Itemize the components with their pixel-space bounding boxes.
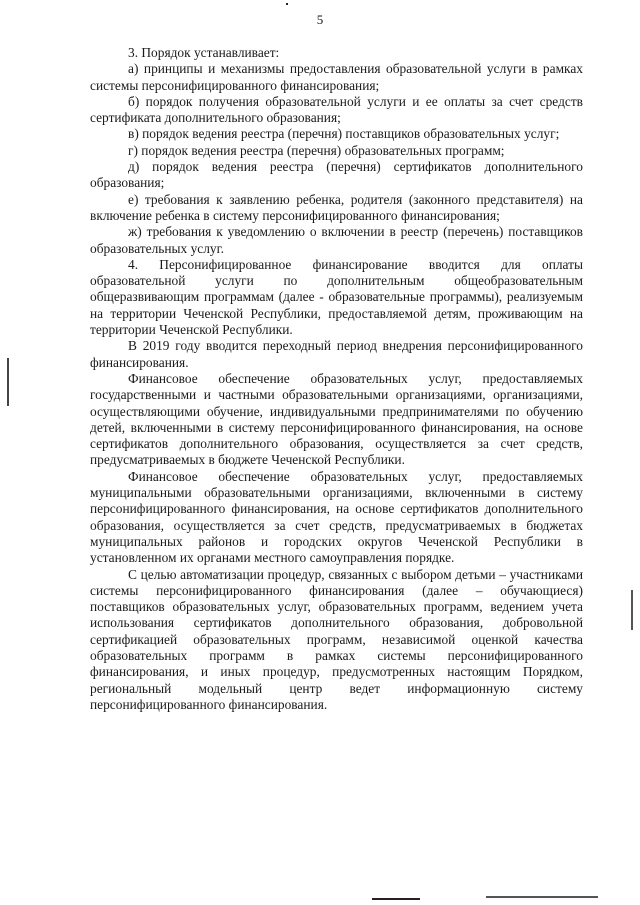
scan-artifact-top (286, 3, 288, 5)
list-item-zh: ж) требования к уведомлению о включении в реестр (перечень) поставщиков образовательных услуг. (90, 224, 583, 256)
paragraph-transition-period: В 2019 году вводится переходный период внедрения персонифицированного финансирования. (90, 338, 583, 370)
scan-artifact-bottom (372, 898, 420, 900)
list-item-a: а) принципы и механизмы предоставления образовательной услуги в рамках системы персонифицированного финансирования; (90, 61, 583, 93)
document-body (90, 45, 583, 713)
page-number: 5 (316, 12, 324, 27)
list-item-d: д) порядок ведения реестра (перечня) сертификатов дополнительного образования; (90, 159, 583, 191)
paragraph-municipal-funding: Финансовое обеспечение образовательных услуг, предоставляемых муниципальными образовательными организациями, включенными в систему персонифицированного финансирования, на основе сертификатов дополнительного образования, осуществляется за счет средств, предусматриваемых в бюджетах муниципальных районов и городских округов Чеченской Республики в установленном их органами местного самоуправления порядке. (90, 468, 583, 566)
paragraph-automation: С целью автоматизации процедур, связанных с выбором детьми – участниками системы персонифицированного финансирования (далее – обучающиеся) поставщиков образовательных услуг, образовательных программ, ведением учета использования сертификатов дополнительного образования, добровольной сертификацией образовательных программ, независимой оценкой качества образовательных программ в рамках системы персонифицированного финансирования, и иных процедур, предусмотренных настоящим Порядком, региональный модельный центр ведет информационную систему персонифицированного финансирования. (90, 566, 583, 712)
list-item-e: е) требования к заявлению ребенка, родителя (законного представителя) на включение ребенка в систему персонифицированного финансирования; (90, 191, 583, 223)
scan-artifact-right (631, 590, 633, 630)
paragraph-state-funding: Финансовое обеспечение образовательных услуг, предоставляемых государственными и частными образовательными организациями, организациями, осуществляющими обучение, индивидуальными предпринимателями по обучению детей, включенными в систему персонифицированного финансирования, на основе сертификатов дополнительного образования, осуществляется за счет средств, предусматриваемых в бюджете Чеченской Республики. (90, 370, 583, 468)
list-item-v: в) порядок ведения реестра (перечня) поставщиков образовательных услуг; (128, 126, 560, 142)
list-item-g: г) порядок ведения реестра (перечня) образовательных программ; (128, 142, 505, 158)
list-item-b: б) порядок получения образовательной услуги и ее оплаты за счет средств сертификата дополнительного образования; (90, 93, 583, 126)
scan-artifact-bottom-right (486, 896, 598, 898)
scan-artifact-left (7, 358, 9, 406)
paragraph-3-intro: 3. Порядок устанавливает: (128, 45, 280, 60)
paragraph-4: 4. Персонифицированное финансирование вводится для оплаты образовательной услуги по дополнительным общеобразовательным общеразвивающим программам (далее - образовательные программы), реализуемым на территории Чеченской Республики, предоставляемой детям, проживающим на территории Чеченской Республики. (90, 256, 583, 338)
